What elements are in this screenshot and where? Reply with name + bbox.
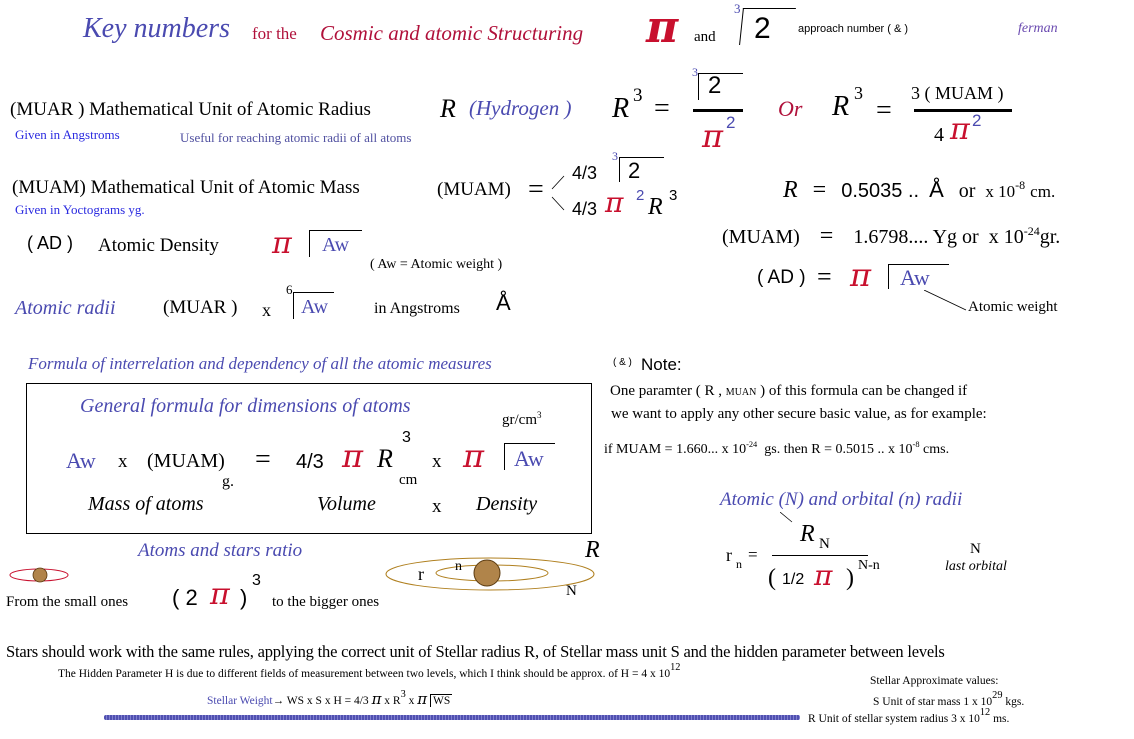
- note-line3-exp2: -8: [912, 440, 920, 450]
- muam-value-x10: x 10: [988, 226, 1024, 248]
- muam-value-line: [722, 224, 1060, 248]
- stars-approx-title: Stellar Approximate values:: [870, 675, 999, 687]
- note-line3-b: gs. then R = 0.5015 .. x 10: [764, 442, 913, 457]
- muam-branch2-pi: π: [605, 186, 624, 219]
- ad-root: Aw: [322, 234, 350, 256]
- title-for-the: for the: [252, 24, 297, 43]
- muam-branch2-pi-exp: 2: [636, 187, 645, 204]
- formula2-den-exp: 2: [972, 111, 982, 130]
- stars-s-exp: 29: [992, 689, 1003, 701]
- stars-hidden-exp: 12: [670, 661, 681, 673]
- formula2-den-pi: π: [950, 112, 970, 147]
- stars-weight-formula2: x R: [384, 695, 401, 707]
- ratio-heading: Atoms and stars ratio: [138, 540, 303, 561]
- arrow-right-icon: →: [272, 695, 285, 707]
- title-root-value: 2: [754, 12, 771, 45]
- ad-value-root: Aw: [900, 265, 930, 290]
- muam-value-unit: Yg: [932, 226, 958, 248]
- formula2-num: 3 ( MUAM ): [911, 83, 1004, 103]
- ratio-R: R: [585, 537, 600, 563]
- muam-branch1-root-index: 3: [612, 149, 618, 163]
- note-line3-c: cms.: [923, 442, 950, 457]
- or-label: Or: [778, 96, 803, 121]
- general-r: R: [377, 444, 393, 473]
- note-marker: ( & ): [613, 357, 632, 368]
- divider-bar: [104, 715, 800, 720]
- general-pi2: π: [463, 437, 485, 475]
- general-volume-label: Volume: [317, 493, 376, 515]
- formula1-lhs: R: [612, 93, 630, 124]
- orbital-legend-text: last orbital: [945, 559, 1007, 574]
- ad-value-note: Atomic weight: [968, 299, 1058, 315]
- formula1-den-pi: π: [702, 117, 724, 155]
- note-line1-a: One paramter ( R ,: [610, 383, 723, 399]
- ratio-open: ( 2: [172, 585, 198, 610]
- muam-value-exp: -24: [1023, 223, 1040, 238]
- orbital-den-close: ): [846, 565, 854, 591]
- ratio-exp: 3: [252, 572, 261, 589]
- orbital-den-coef: 1/2: [782, 571, 805, 588]
- note-title: Note:: [641, 355, 682, 374]
- formula2-exp: 3: [854, 83, 863, 103]
- general-aw: Aw: [66, 448, 96, 473]
- stars-s-unit: kgs.: [1005, 696, 1025, 708]
- muar-symbol: R: [440, 94, 456, 123]
- general-root: Aw: [514, 446, 544, 471]
- muar-useful: Useful for reaching atomic radii of all atoms: [180, 130, 412, 145]
- ad-label: ( AD ): [27, 233, 74, 253]
- formula1-fraction-line: [693, 109, 743, 112]
- general-pi1: π: [342, 437, 364, 475]
- muam-branch-lines: [550, 170, 570, 212]
- title-key-numbers: Key numbers: [83, 13, 230, 44]
- general-mass-label: Mass of atoms: [88, 493, 204, 515]
- ratio-r: r: [418, 564, 424, 584]
- muam-given: Given in Yoctograms yg.: [15, 202, 145, 217]
- r-value-exp: -8: [1015, 177, 1026, 192]
- formula2-eq: =: [876, 95, 892, 126]
- orbital-den-open: (: [768, 565, 776, 591]
- ad-value-lhs: ( AD ): [757, 267, 806, 288]
- radii-muar: (MUAR ): [163, 297, 238, 318]
- general-muam: (MUAM): [147, 450, 225, 472]
- density-unit-exp: 3: [537, 409, 542, 420]
- muam-lhs: (MUAM): [437, 179, 511, 200]
- general-eq: =: [255, 444, 271, 475]
- muar-given: Given in Angstroms: [15, 127, 120, 142]
- orbital-fraction-line: [772, 555, 868, 556]
- general-heading: Formula of interrelation and dependency of all the atomic measures: [28, 354, 492, 373]
- ad-value-eq: =: [817, 262, 832, 291]
- muam-label: (MUAM) Mathematical Unit of Atomic Mass: [12, 177, 360, 198]
- radii-unit: Å: [496, 290, 511, 315]
- muam-value-or: or: [962, 226, 979, 248]
- general-x3: x: [432, 496, 442, 517]
- note-line3-exp1: -24: [746, 440, 758, 450]
- ratio-small: From the small ones: [6, 594, 129, 610]
- stars-root: WS: [430, 694, 452, 707]
- title-approach: approach number ( & ): [798, 23, 909, 35]
- general-density-unit: [502, 409, 542, 428]
- stars-s-line: [873, 689, 1025, 709]
- muam-value-unit2: gr.: [1039, 226, 1061, 248]
- orbital-eq: =: [748, 545, 758, 564]
- muam-branch2-r-exp: 3: [669, 187, 678, 204]
- note-line2: we want to apply any other secure basic value, as for example:: [611, 406, 987, 422]
- formula1-eq: =: [654, 93, 670, 124]
- stars-pi2: π: [417, 690, 428, 708]
- stars-weight-label: Stellar Weight: [207, 695, 273, 707]
- r-value-unit2: cm.: [1030, 182, 1056, 201]
- title-author: ferman: [1018, 21, 1058, 36]
- ad-value-pi: π: [850, 256, 872, 294]
- note-line1-muan: MUAN: [725, 387, 757, 398]
- muam-value-lhs: (MUAM): [722, 226, 800, 248]
- note-line1: [610, 384, 967, 399]
- muam-eq: =: [528, 174, 544, 205]
- muam-value-number: 1.6798....: [853, 226, 929, 248]
- general-muam-sub: g.: [222, 473, 234, 490]
- formula1-root-index: 3: [692, 65, 698, 79]
- general-coef: 4/3: [296, 451, 324, 473]
- stars-weight-line: [207, 688, 452, 708]
- ad-name: Atomic Density: [98, 235, 219, 256]
- r-value-unit: Å: [929, 177, 944, 202]
- stars-x: x: [408, 695, 415, 707]
- orbital-legend-symbol: N: [970, 541, 981, 557]
- formula2-lhs: R: [832, 91, 850, 122]
- general-x2: x: [432, 451, 442, 472]
- orbital-lhs: r: [726, 545, 732, 565]
- r-value-lhs: R: [783, 177, 798, 203]
- muam-value-eq: =: [819, 223, 834, 249]
- title-root-index: 3: [734, 1, 741, 16]
- muam-branch1-root: 2: [628, 158, 641, 183]
- note-line3: [604, 440, 950, 457]
- muar-label: (MUAR ) Mathematical Unit of Atomic Radius: [10, 99, 371, 120]
- note-line1-b: ) of this formula can be changed if: [760, 383, 968, 399]
- radii-x: x: [262, 300, 271, 320]
- orbital-lhs-sub: n: [736, 557, 742, 571]
- r-value-number: 0.5035 ..: [841, 180, 920, 202]
- general-r-sub: cm: [399, 472, 418, 488]
- orbital-pointer: [780, 512, 794, 524]
- r-value-line: [783, 178, 1055, 202]
- radii-root: Aw: [301, 296, 329, 318]
- general-density-label: Density: [476, 493, 538, 515]
- radii-label: Atomic radii: [15, 297, 116, 319]
- r-value-x10: x 10: [985, 182, 1016, 201]
- stars-r-text: R Unit of stellar system radius 3 x 10: [808, 713, 980, 725]
- title-cosmic: Cosmic and atomic Structuring: [320, 21, 584, 45]
- formula1-den-exp: 2: [726, 113, 736, 132]
- stars-weight-formula: WS x S x H = 4/3: [286, 695, 369, 707]
- stars-pi1: π: [371, 690, 382, 708]
- r-value-or: or: [958, 180, 976, 202]
- muam-branch2-r: R: [648, 194, 663, 220]
- muam-branch1-radical: [619, 157, 664, 182]
- stars-r-exp: 3: [400, 688, 406, 700]
- density-unit-text: gr/cm: [502, 412, 537, 428]
- stars-s-text: S Unit of star mass 1 x 10: [873, 696, 993, 708]
- muam-branch1-coef: 4/3: [572, 163, 598, 183]
- formula1-num: 2: [708, 72, 722, 99]
- ratio-pi: π: [210, 577, 230, 612]
- general-r-exp: 3: [402, 429, 411, 446]
- muam-branch2-coef: 4/3: [572, 199, 598, 219]
- ratio-big: to the bigger ones: [272, 594, 380, 610]
- formula1-exp: 3: [633, 85, 643, 106]
- atomic-weight-pointer: [924, 290, 969, 312]
- stars-r-unit: ms.: [993, 713, 1010, 725]
- title-pi: π: [646, 2, 679, 53]
- stars-hidden-text: The Hidden Parameter H is due to different fields of measurement between two levels, which I think should be approx. of H = 4 x 10: [58, 668, 671, 680]
- small-atom-icon: [8, 562, 72, 590]
- orbital-den-pi: π: [814, 559, 833, 592]
- title-and: and: [694, 29, 716, 45]
- orbital-heading: Atomic (N) and orbital (n) radii: [720, 489, 963, 510]
- ratio-N: N: [566, 583, 577, 599]
- stars-r-exp2: 12: [979, 706, 991, 718]
- formula2-den-4: 4: [934, 124, 944, 146]
- general-box-title: General formula for dimensions of atoms: [80, 395, 411, 417]
- ad-pi: π: [272, 226, 292, 261]
- radii-root-index: 6: [286, 282, 293, 297]
- note-line3-a: if MUAM = 1.660... x 10: [604, 442, 747, 457]
- ad-note: ( Aw = Atomic weight ): [370, 257, 503, 272]
- general-x1: x: [118, 451, 128, 472]
- orbital-num-sub: N: [819, 536, 830, 552]
- stars-hidden: [58, 661, 681, 681]
- stars-r-line: [808, 706, 1010, 726]
- ratio-close: ): [240, 585, 248, 610]
- stars-main: Stars should work with the same rules, applying the correct unit of Stellar radius R, of Stellar mass unit S and the hidden parameter between levels: [6, 642, 945, 661]
- r-value-eq: =: [812, 177, 827, 203]
- radii-in-angstroms: in Angstroms: [374, 300, 460, 317]
- ratio-n: n: [455, 559, 462, 574]
- orbital-num: R: [800, 521, 815, 547]
- muar-hydrogen: (Hydrogen ): [469, 96, 572, 120]
- orbital-den-exp: N-n: [858, 558, 880, 573]
